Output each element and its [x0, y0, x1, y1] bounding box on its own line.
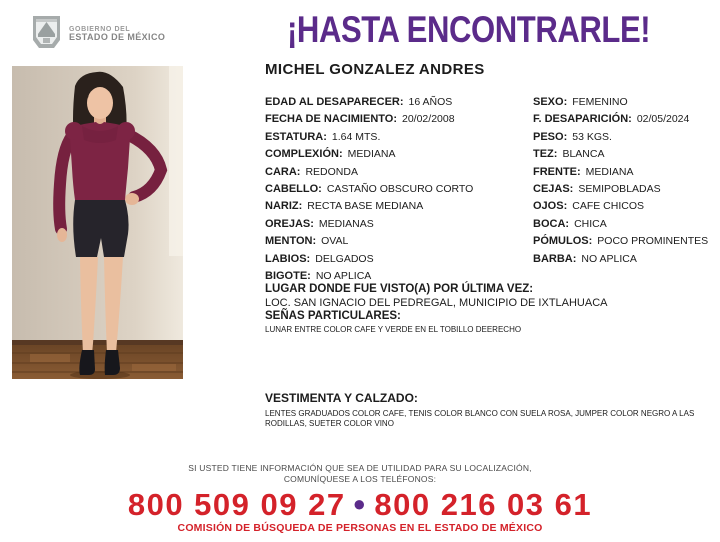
phone-number-1: 800 509 09 27: [127, 487, 346, 522]
field-label: BOCA:: [533, 217, 570, 230]
field-label: TEZ:: [533, 148, 558, 161]
field-value: 53 KGS.: [572, 130, 612, 143]
field-value: MEDIANA: [585, 165, 634, 178]
field-label: CARA:: [265, 165, 301, 178]
field-label: CEJAS:: [533, 182, 574, 195]
logo-line1: GOBIERNO DEL: [69, 26, 131, 34]
field-value: SEMIPOBLADAS: [578, 182, 661, 195]
logo-text: [69, 26, 165, 43]
field-value: 1.64 MTS.: [331, 130, 381, 143]
field-label: FRENTE:: [533, 165, 581, 178]
fields-column-right: [533, 92, 713, 266]
logo-line2: ESTADO DE MÉXICO: [69, 32, 166, 43]
field-label: COMPLEXIÓN:: [265, 148, 343, 161]
field-label: MENTON:: [265, 235, 317, 248]
field-label: BARBA:: [533, 252, 577, 265]
field-row: [533, 249, 713, 266]
field-value: OVAL: [321, 235, 349, 248]
footer: [0, 463, 720, 534]
field-row: [533, 214, 713, 231]
field-label: CABELLO:: [265, 182, 322, 195]
field-value: NO APLICA: [315, 269, 372, 282]
field-value: NO APLICA: [581, 252, 637, 265]
field-row: [265, 214, 525, 231]
field-row: [533, 92, 713, 109]
search-commission-name: COMISIÓN DE BÚSQUEDA DE PERSONAS EN EL ESTADO DE MÉXICO: [177, 522, 543, 534]
marks-value: LUNAR ENTRE COLOR CAFE Y VERDE EN EL TOBILLO DEERECHO: [265, 324, 522, 334]
field-value: CASTAÑO OBSCURO CORTO: [326, 182, 474, 195]
field-row: [533, 196, 713, 213]
field-row: [533, 162, 713, 179]
field-label: PESO:: [533, 130, 568, 143]
photo-illustration: [12, 66, 183, 379]
field-label: FECHA DE NACIMIENTO:: [265, 113, 397, 126]
field-value: MEDIANAS: [318, 217, 374, 230]
footer-info-line2: COMUNÍQUESE A LOS TELÉFONOS:: [283, 473, 437, 484]
field-label: OREJAS:: [265, 217, 314, 230]
field-label: F. DESAPARICIÓN:: [533, 113, 632, 126]
last-seen-value: LOC. SAN IGNACIO DEL PEDREGAL, MUNICIPIO DE IXTLAHUACA: [265, 296, 608, 309]
state-emblem-icon: [30, 14, 63, 55]
field-value: MEDIANA: [347, 148, 396, 161]
field-row: [265, 179, 525, 196]
field-row: [533, 144, 713, 161]
field-value: BLANCA: [562, 148, 605, 161]
field-row: [265, 266, 525, 283]
field-row: [533, 127, 713, 144]
fields-column-left: [265, 92, 525, 283]
marks-label: SEÑAS PARTICULARES:: [265, 310, 401, 322]
field-value: CHICA: [574, 217, 607, 230]
field-label: SEXO:: [533, 96, 568, 108]
field-row: [265, 127, 525, 144]
person-name: MICHEL GONZALEZ ANDRES: [265, 61, 485, 78]
last-seen-label: LUGAR DONDE FUE VISTO(A) POR ÚLTIMA VEZ:: [265, 283, 534, 295]
field-row: [265, 109, 525, 126]
field-row: [265, 231, 525, 248]
field-label: BIGOTE:: [265, 269, 311, 282]
field-value: 20/02/2008: [402, 113, 455, 126]
field-row: [265, 162, 525, 179]
clothing-label: VESTIMENTA Y CALZADO:: [265, 391, 418, 405]
government-logo: [30, 14, 165, 55]
field-value: REDONDA: [305, 165, 358, 178]
field-label: EDAD AL DESAPARECER:: [265, 96, 404, 108]
field-label: LABIOS:: [265, 252, 311, 265]
field-value: 02/05/2024: [636, 113, 690, 126]
details-section: [265, 283, 695, 335]
field-value: FEMENINO: [572, 96, 628, 108]
field-value: CAFE CHICOS: [572, 200, 644, 213]
field-row: [533, 179, 713, 196]
poster-headline: ¡HASTA ENCONTRARLE!: [287, 9, 651, 50]
field-label: OJOS:: [533, 200, 568, 213]
clothing-value: LENTES GRADUADOS COLOR CAFE, TENIS COLOR BLANCO CON SUELA ROSA, JUMPER COLOR NEGRO A LAS RODILLAS, SUETER COLOR VINO: [265, 408, 695, 428]
clothing-section: [265, 392, 710, 429]
field-value: RECTA BASE MEDIANA: [307, 200, 424, 213]
field-label: NARIZ:: [265, 200, 303, 213]
field-value: DELGADOS: [315, 252, 374, 265]
missing-person-photo: [12, 66, 183, 379]
phone-separator-dot: ●: [352, 491, 368, 516]
field-row: [265, 249, 525, 266]
field-row: [265, 144, 525, 161]
field-value: 16 AÑOS: [408, 96, 453, 108]
field-row: [533, 109, 713, 126]
field-value: POCO PROMINENTES: [597, 235, 709, 248]
footer-info-line1: SI USTED TIENE INFORMACIÓN QUE SEA DE UTILIDAD PARA SU LOCALIZACIÓN,: [188, 463, 532, 473]
field-row: [265, 196, 525, 213]
field-label: PÓMULOS:: [533, 235, 593, 248]
phone-number-2: 800 216 03 61: [374, 487, 593, 522]
phone-numbers: [0, 489, 720, 520]
field-row: [533, 231, 713, 248]
field-row: [265, 92, 525, 109]
field-label: ESTATURA:: [265, 130, 327, 143]
